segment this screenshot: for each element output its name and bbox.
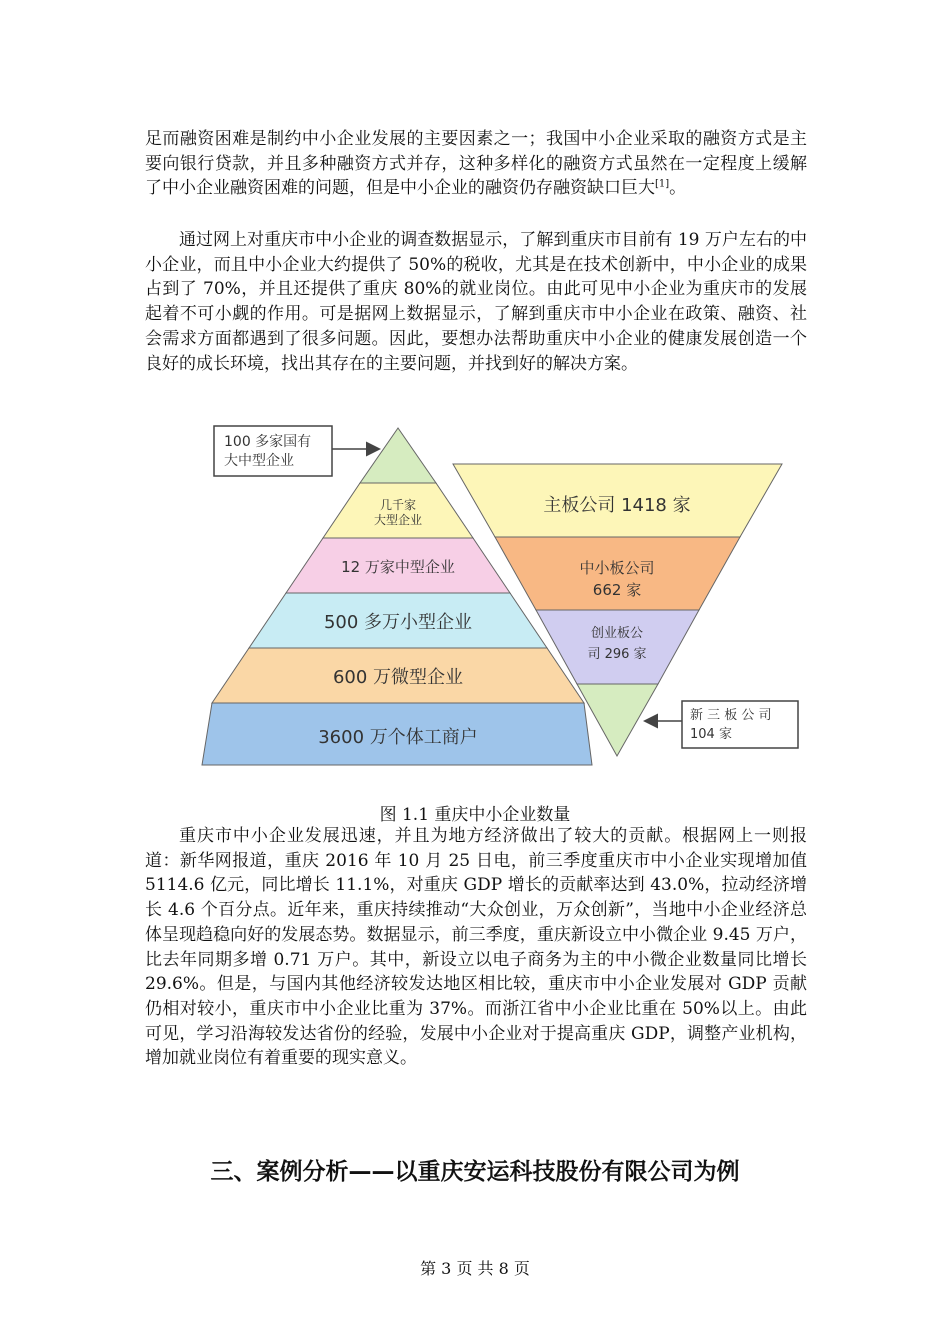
citation-ref[interactable]: [1] — [655, 178, 670, 190]
pyramid-label-large-1: 几千家 — [379, 498, 417, 512]
funnel-label-sme-board-2: 662 家 — [592, 581, 642, 599]
enterprise-count-figure — [180, 420, 810, 780]
paragraph-end: 。 — [669, 178, 687, 199]
pyramid-label-large-2: 大型企业 — [373, 513, 423, 527]
paragraph-development: 重庆市中小企业发展迅速，并且为地方经济做出了较大的贡献。根据网上一则报道：新华网报道，重庆 2016 年 10 月 25 日电，前三季度重庆市中小企业实现增加值 5114.6 亿元，同比增长 11.1%，对重庆 GDP 增长的贡献率达到 43.0%，拉动经济增长 4.6 个百分点。近年来，重庆持续推动“大众创业，万众创新”，当地中小企业经济总体呈现趋稳向好的发展态势。数据显示，前三季度，重庆新设立中小微企业 9.45 万户，比去年同期多增 0.71 万户。其中，新设立以电子商务为主的中小微企业数量同比增长 29.6%。但是，与国内其他经济较发达地区相比较，重庆市中小企业发展对 GDP 贡献仍相对较小，重庆市中小企业比重为 37%。而浙江省中小企业比重在 50%以上。由此可见，学习沿海较发达省份的经验，发展中小企业对于提高重庆 GDP，调整产业机构，增加就业岗位有着重要的现实意义。 — [145, 826, 807, 1069]
pyramid-callout-line2: 大中型企业 — [224, 453, 294, 469]
page-footer: 第 3 页 共 8 页 — [420, 1259, 530, 1278]
pyramid-label-individual: 3600 万个体工商户 — [318, 727, 478, 748]
pyramid-callout-line1: 100 多家国有 — [224, 434, 312, 450]
funnel-label-growth-board-2: 司 296 家 — [587, 647, 647, 662]
paragraph-survey: 通过网上对重庆市中小企业的调查数据显示，了解到重庆市目前有 19 万户左右的中小企业，而且中小企业大约提供了 50%的税收，尤其是在技术创新中，中小企业的成果占到了 70%，并且还提供了重庆 80%的就业岗位。由此可见中小企业为重庆市的发展起着不可小觑的作用。可是据网上数据显示，了解到重庆市中小企业在政策、融资、社会需求方面都遇到了很多问题。因此，要想办法帮助重庆中小企业的健康发展创造一个良好的成长环境，找出其存在的主要问题，并找到好的解决方案。 — [145, 230, 807, 374]
paragraph-text: 足而融资困难是制约中小企业发展的主要因素之一；我国中小企业采取的融资方式是主要向银行贷款，并且多种融资方式并存，这种多样化的融资方式虽然在一定程度上缓解了中小企业融资困难的问题，但是中小企业的融资仍存融资缺口巨大 — [145, 129, 807, 199]
funnel-callout-line2: 104 家 — [690, 727, 732, 742]
figure-caption: 图 1.1 重庆中小企业数量 — [379, 805, 571, 825]
section-heading: 三、案例分析——以重庆安运科技股份有限公司为例 — [210, 1159, 740, 1185]
pyramid-label-small: 500 多万小型企业 — [323, 612, 473, 633]
pyramid-top-layer — [360, 428, 436, 483]
funnel-label-growth-board-1: 创业板公 — [590, 626, 644, 641]
pyramid-label-medium: 12 万家中型企业 — [341, 558, 455, 576]
paragraph-financing — [145, 127, 807, 201]
funnel-callout-line1: 新 三 板 公 司 — [690, 708, 772, 723]
pyramid-label-micro: 600 万微型企业 — [332, 667, 464, 688]
funnel-label-main-board: 主板公司 1418 家 — [543, 495, 691, 516]
funnel-label-sme-board-1: 中小板公司 — [579, 559, 655, 577]
figure-diagram — [180, 420, 810, 780]
